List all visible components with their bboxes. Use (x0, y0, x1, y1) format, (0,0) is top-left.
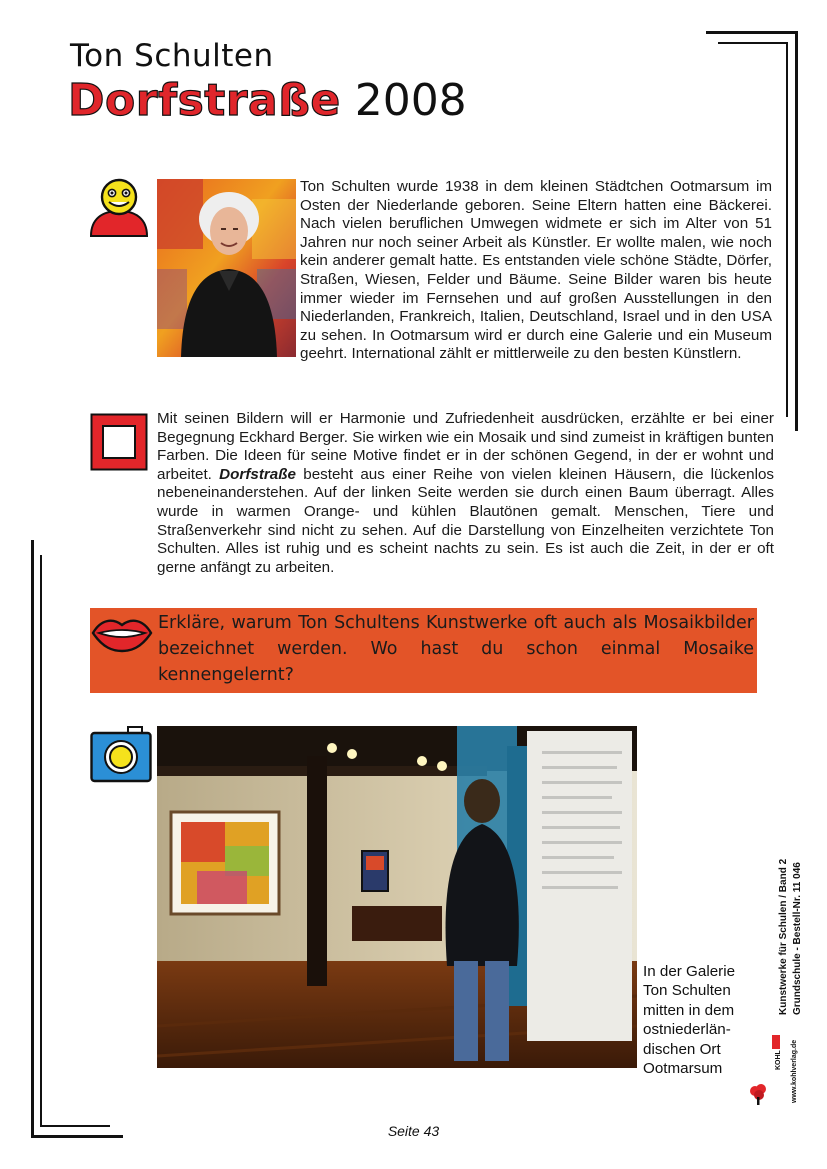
page-title (68, 76, 467, 126)
description-text-2: besteht aus einer Reihe von vielen kleinen Häusern, die lückenlos nebeneinanderstehen. Auf der linken Seite werden sie durch einen Baum überragt. Alles wurde in warmen Orange- und kühlen Blautönen gemalt. Menschen, Tiere und Straßenverkehr sind nicht zu sehen. Auf die Darstellung von Einzelheiten verzichtete Ton Schulten. Alles ist ruhig und es scheint nachts zu sein. Es ist auch die Zeit, in der er oft gerne anfängt zu arbeiten. (157, 465, 774, 576)
biography-text: Ton Schulten wurde 1938 in dem kleinen Städtchen Ootmarsum im Osten der Niederlande geboren. Seine Eltern hatten eine Bäckerei. Nach vielen beruflichen Umwegen widmete er sich im Alter von 51 Jahren nur noch seiner Arbeit als Künstler. Er wollte malen, wie noch kein anderer gemalt hatte. Es entstanden viele schöne Städte, Dörfer, Straßen, Wiesen, Felder und Bäume. Seine Bilder waren bis heute immer wieder im Fernsehen und auf großen Ausstellungen in den Niederlanden, Frankreich, Italien, Deutschland, Israel und in den USA zu sehen. In Ootmarsum wird er durch eine Galerie und ein Museum geehrt. International zählt er mittlerweile zu den besten Künstlern. (300, 178, 772, 363)
publisher-sidebar (770, 845, 815, 1105)
caption-line: ostniederlän- (643, 1021, 731, 1039)
artist-portrait-photo (157, 179, 296, 357)
description-emphasis: Dorfstraße (219, 465, 296, 483)
frame-line (795, 31, 798, 431)
artist-name: Ton Schulten (70, 38, 274, 74)
frame-line (31, 540, 34, 1138)
caption-line: Ootmarsum (643, 1060, 723, 1078)
frame-line (706, 31, 796, 34)
page-number: Seite 43 (387, 1123, 440, 1139)
caption-line: dischen Ort (643, 1040, 721, 1058)
frame-line (40, 555, 42, 1127)
publisher-name: KOHL (775, 1050, 782, 1070)
work-title: Dorfstraße (68, 75, 341, 126)
description-paragraph (157, 410, 774, 577)
mouth-icon (91, 613, 153, 653)
frame-line (718, 42, 788, 44)
photo-caption (643, 962, 763, 1078)
publisher-website: www.kohlverlag.de (791, 1039, 798, 1103)
camera-icon (90, 725, 152, 783)
biography-paragraph (157, 178, 772, 364)
frame-line (786, 42, 788, 417)
work-year: 2008 (354, 75, 467, 126)
order-number-label: Grundschule - Bestell-Nr. 11 046 (792, 862, 803, 1015)
person-icon (90, 177, 148, 237)
gallery-photo (157, 726, 637, 1068)
square-frame-icon (90, 413, 148, 471)
caption-line: Ton Schulten (643, 982, 731, 1000)
publisher-logo-mark (772, 1035, 780, 1049)
description-text-1: Mit seinen Bildern will er Harmonie und Zufriedenheit ausdrücken, erzählte er bei einer Begegnung Eckhard Berger. Sie wirken wie ein Mosaik und sind zumeist in kräftigen bunten Farben. Die Ideen für seine Motive findet er in der schönen Gegend, in der er wohnt und arbeitet. (157, 410, 774, 483)
caption-line: In der Galerie (643, 963, 736, 980)
series-label: Kunstwerke für Schulen / Band 2 (778, 858, 789, 1015)
task-text: Erkläre, warum Ton Schultens Kunstwerke oft auch als Mosaikbilder bezeichnet werden. Wo hast du schon einmal Mosaike kennengelernt? (158, 613, 754, 685)
tree-logo-icon (748, 1083, 768, 1105)
caption-line: mitten in dem (643, 1001, 735, 1019)
